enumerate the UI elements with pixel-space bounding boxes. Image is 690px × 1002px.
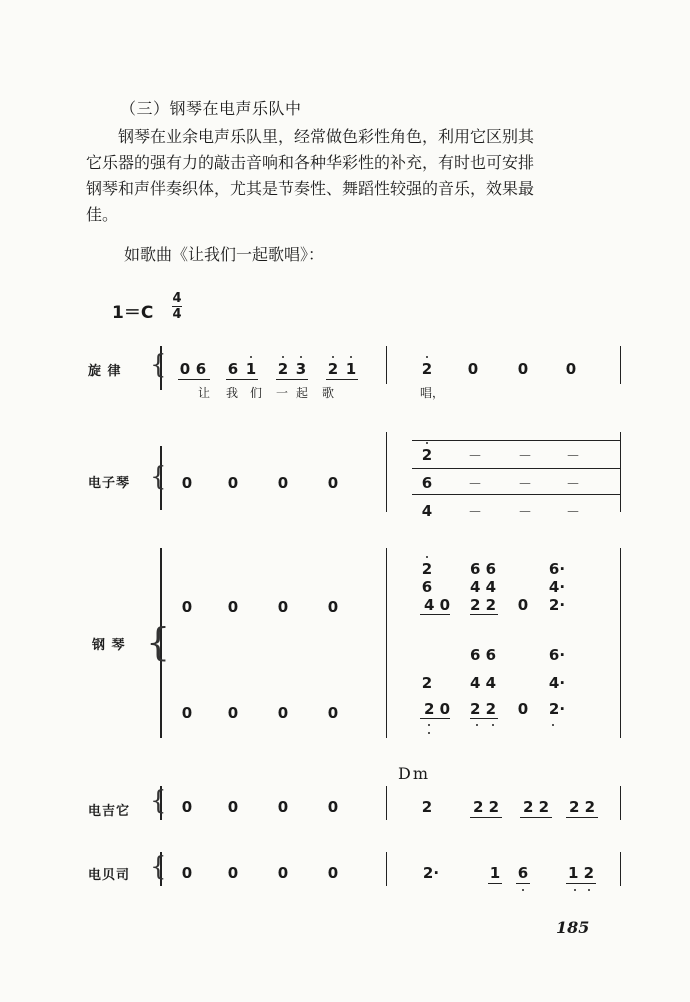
synth-note: 0 (327, 474, 339, 492)
sustain-dash: － (566, 449, 580, 465)
underline (470, 614, 498, 615)
melody-note: 0 (517, 360, 529, 378)
bass-note: 0 (181, 864, 193, 882)
underline (470, 718, 498, 719)
lyric: 唱， (420, 386, 445, 400)
bass-note: 0 (277, 864, 289, 882)
sustain-dash: － (518, 449, 532, 465)
guitar-note: 2 (421, 798, 433, 816)
melody-note: 3 (295, 360, 307, 378)
melody-note: 2 (277, 360, 289, 378)
underline (488, 883, 502, 884)
underline (326, 379, 358, 380)
barline-end (620, 786, 621, 820)
example-intro: 如歌曲《让我们一起歌唱》： (124, 245, 325, 264)
bass-note: 6 (517, 864, 529, 882)
time-signature (172, 292, 182, 321)
lyric: 起 (296, 386, 309, 400)
sustain-dash: － (518, 505, 532, 521)
lyric: 一 (276, 386, 289, 400)
piano-note: 4 0 (423, 596, 451, 614)
paragraph-line: 钢琴在业余电声乐队里，经常做色彩性角色，利用它区别其 (118, 127, 535, 146)
sustain-dash: － (468, 505, 482, 521)
barline-end (620, 432, 621, 512)
piano-note: 0 (517, 596, 529, 614)
barline (386, 786, 387, 820)
piano-note: 0 (227, 598, 239, 616)
synth-note: 6 (421, 474, 433, 492)
label-melody: 旋 律 (88, 364, 122, 379)
sustain-dash: － (566, 505, 580, 521)
underline (566, 817, 598, 818)
underline (470, 817, 502, 818)
piano-note: 2 (421, 674, 433, 692)
piano-note: 0 (327, 704, 339, 722)
synth-note: 4 (421, 502, 433, 520)
piano-note: 2 2 (469, 596, 497, 614)
piano-note: 2 (421, 560, 433, 578)
piano-note: 0 (181, 598, 193, 616)
synth-note: 0 (181, 474, 193, 492)
melody-note: 2 (327, 360, 339, 378)
tie (412, 494, 620, 495)
synth-note: 2 (421, 446, 433, 464)
piano-note: 4 4 (469, 674, 497, 692)
underline (276, 379, 308, 380)
brace: { (150, 462, 167, 492)
barline (386, 432, 387, 512)
chord-symbol: Dm (398, 764, 430, 783)
label-synth: 电子琴 (88, 476, 131, 491)
paragraph-line: 钢琴和声伴奏织体，尤其是节奏性、舞蹈性较强的音乐，效果最 (86, 179, 535, 198)
piano-note: 4· (548, 674, 566, 692)
underline (566, 883, 596, 884)
barline (386, 548, 387, 738)
piano-note: 2 2 (469, 700, 497, 718)
piano-note: 6 6 (469, 560, 497, 578)
melody-note: 0 (179, 360, 191, 378)
key-signature: 1＝C (112, 303, 154, 323)
piano-note: 2· (548, 596, 566, 614)
piano-note: 6 6 (469, 646, 497, 664)
tie (412, 440, 620, 441)
underline (178, 379, 210, 380)
bass-note: 0 (327, 864, 339, 882)
brace: { (150, 350, 167, 380)
sustain-dash: － (518, 477, 532, 493)
melody-note: 0 (565, 360, 577, 378)
bass-note: 0 (227, 864, 239, 882)
label-piano: 钢 琴 (92, 638, 126, 653)
bass-note: 1 2 (567, 864, 595, 882)
underline (420, 614, 450, 615)
piano-note: 2 0 (423, 700, 451, 718)
meter-bottom: 4 (172, 307, 182, 322)
paragraph (86, 124, 646, 228)
piano-note: 0 (517, 700, 529, 718)
brace: { (150, 852, 167, 882)
lyric: 让 (198, 386, 211, 400)
synth-note: 0 (227, 474, 239, 492)
lyric: 我 (226, 386, 239, 400)
piano-note: 0 (277, 598, 289, 616)
barline (386, 346, 387, 384)
page-number: 185 (556, 918, 590, 937)
section-heading: （三）钢琴在电声乐队中 (120, 99, 302, 118)
guitar-note: 0 (227, 798, 239, 816)
barline-end (620, 548, 621, 738)
guitar-note: 0 (327, 798, 339, 816)
lyric: 歌 (322, 386, 335, 400)
barline (386, 852, 387, 886)
piano-note: 6 (421, 578, 433, 596)
piano-note: 0 (277, 704, 289, 722)
lyric: 们 (250, 386, 263, 400)
label-guitar: 电吉它 (88, 804, 131, 819)
tie (412, 468, 620, 469)
barline-end (620, 346, 621, 384)
piano-note: 2· (548, 700, 566, 718)
melody-note: 6 (227, 360, 239, 378)
barline-end (620, 852, 621, 886)
melody-note: 2 (421, 360, 433, 378)
sustain-dash: － (468, 449, 482, 465)
piano-note: 4 4 (469, 578, 497, 596)
brace: { (146, 620, 171, 664)
underline (520, 817, 552, 818)
piano-note: 0 (327, 598, 339, 616)
sustain-dash: － (566, 477, 580, 493)
bass-note: 2· (422, 864, 440, 882)
piano-note: 0 (181, 704, 193, 722)
underline (420, 718, 450, 719)
melody-note: 1 (245, 360, 257, 378)
guitar-note: 2 2 (568, 798, 596, 816)
piano-note: 4· (548, 578, 566, 596)
piano-note: 0 (227, 704, 239, 722)
melody-note: 1 (345, 360, 357, 378)
melody-note: 0 (467, 360, 479, 378)
guitar-note: 0 (181, 798, 193, 816)
brace: { (150, 786, 167, 816)
guitar-note: 2 2 (522, 798, 550, 816)
underline (516, 883, 530, 884)
melody-note: 6 (195, 360, 207, 378)
sustain-dash: － (468, 477, 482, 493)
piano-note: 6· (548, 646, 566, 664)
paragraph-line: 它乐器的强有力的敲击音响和各种华彩性的补充，有时也可安排 (86, 153, 535, 172)
guitar-note: 2 2 (472, 798, 500, 816)
bass-note: 1 (489, 864, 501, 882)
guitar-note: 0 (277, 798, 289, 816)
synth-note: 0 (277, 474, 289, 492)
piano-note: 6· (548, 560, 566, 578)
underline (226, 379, 258, 380)
label-bass: 电贝司 (88, 868, 131, 883)
meter-top: 4 (172, 291, 182, 306)
paragraph-line: 佳。 (86, 205, 119, 224)
